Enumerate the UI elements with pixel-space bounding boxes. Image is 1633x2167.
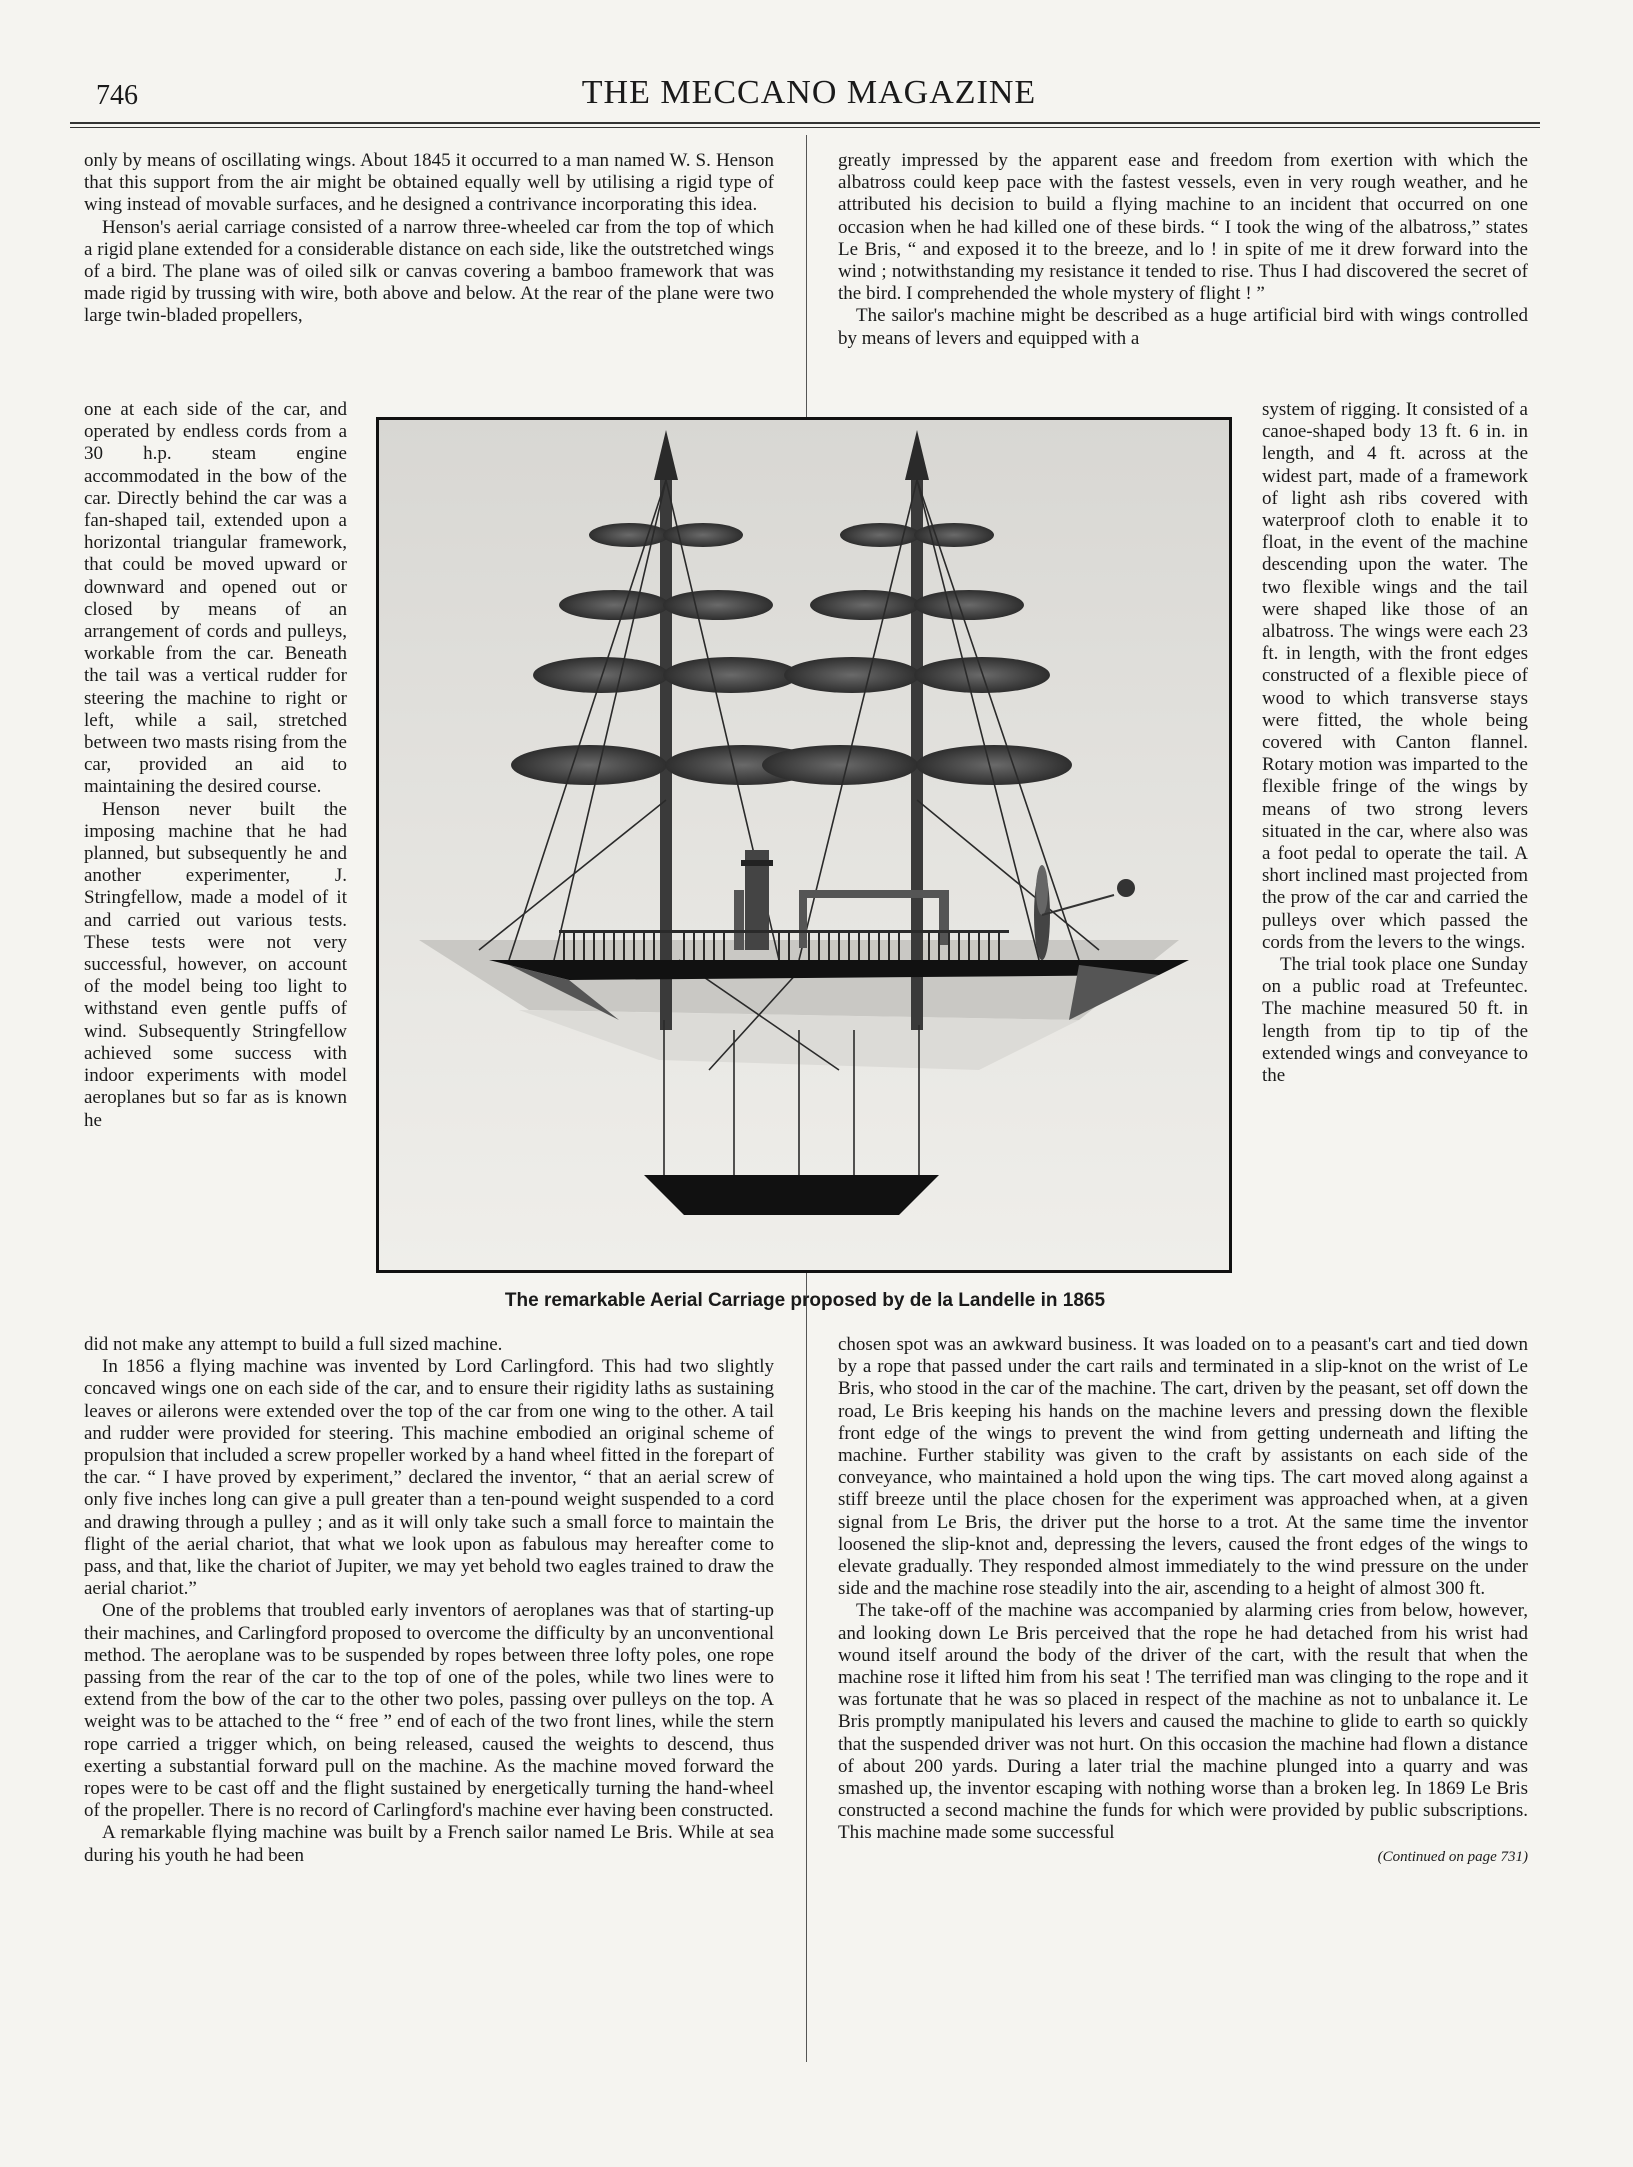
continued-note-text: (Continued on page 731) [1377, 1848, 1528, 1865]
page-header [88, 70, 1530, 120]
paragraph: only by means of oscillating wings. About 1845 it occurred to a man named W. S. Henson that this support from the air might be obtained equally well by utilising a rigid type of wing instead of movable surfaces, and he designed a contrivance incorporating this idea. [84, 150, 774, 216]
paragraph: system of rigging. It consisted of a canoe-shaped body 13 ft. 6 in. in length, and 4 ft. across at the widest part, made of a framework of light ash ribs covered with waterproof cloth to enable it to float, in the event of the machine descending upon the water. The two flexible wings and the tail were shaped like those of an albatross. The wings were each 23 ft. in length, with the front edges constructed of a flexible piece of wood to which transverse stays were fitted, the whole being covered with Canton flannel. Rotary motion was imparted to the flexible fringe of the wings by means of two strong levers situated in the car, where also was a foot pedal to operate the tail. A short inclined mast projected from the prow of the car and carried the pulleys over which passed the cords from the levers to the wings. [1262, 399, 1528, 953]
left-column-top [84, 150, 774, 420]
paragraph: chosen spot was an awkward business. It was loaded on to a peasant's cart and tied down by a rope that passed under the cart rails and terminated in a slip-knot on the wrist of Le Bris, who stood in the car of the machine. The cart, driven by the peasant, set off down the road, Le Bris keeping his hands on the machine levers and pressing down the flexible front edge of the wings to prevent the wind from getting underneath and lifting the machine. Further stability was given to the craft by assistants on each side of the conveyance, who maintained a hold upon the wing tips. The cart moved along against a stiff breeze until the place chosen for the experiment was approached when, at a given signal from Le Bris, the driver put the horse to a trot. At the same time the inventor loosened the slip-knot and, depressing the levers, caused the front edges of the wings to elevate gradually. They responded almost immediately to the wind pressure on the under side and the machine rose steadily into the air, ascending to a height of almost 300 ft. [838, 1334, 1528, 1600]
paragraph: The take-off of the machine was accompanied by alarming cries from below, however, and looking down Le Bris perceived that the rope he had detached from his wrist had wound itself around the body of the driver of the cart, with the result that when the machine rose it lifted him from his seat ! The terrified man was clinging to the rope and it was fortunate that he was so placed in respect of the machine as not to unbalance it. Le Bris promptly manipulated his levers and caused the machine to glide to earth so quickly that the suspended driver was not hurt. On this occasion the machine had flown a distance of about 200 yards. During a later trial the machine plunged into a quarry and was smashed up, the inventor escaping with nothing worse than a broken leg. In 1869 Le Bris constructed a second machine the funds for which were provided by public subscriptions. This machine made some successful [838, 1600, 1528, 1844]
left-column-narrow [84, 399, 347, 1333]
continued-note [838, 1845, 1528, 1868]
paragraph: Henson never built the imposing machine that he had planned, but subsequently he and another experimenter, J. Stringfellow, made a model of it and carried out various tests. These tests were not very successful, however, on account of the model being too light to withstand even gentle puffs of wind. Subsequently Stringfellow achieved some success with indoor experiments with model aeroplanes but so far as is known he [84, 798, 347, 1131]
right-column-bottom [838, 1334, 1528, 2074]
right-column-narrow [1262, 399, 1528, 1333]
paragraph: In 1856 a flying machine was invented by Lord Carlingford. This had two slightly concaved wings one on each side of the car, and to ensure their rigidity laths as sustaining leaves or ailerons were extended over the top of the car from one wing to the other. A tail and rudder were provided for steering. This machine embodied an original scheme of propulsion that included a screw propeller worked by a hand wheel fitted in the forepart of the car. “ I have proved by experiment,” declared the inventor, “ that an aerial screw of only five inches long can give a pull greater than a ten-pound weight suspended to a cord and drawing through a pulley ; and as it will only take such a small force to maintain the flight of the aerial chariot, that what we look upon as fabulous may hereafter come to pass, and that, like the chariot of Jupiter, we may yet behold two eagles trained to draw the aerial chariot.” [84, 1356, 774, 1600]
left-column-bottom [84, 1334, 774, 2074]
paragraph: The trial took place one Sunday on a public road at Trefeuntec. The machine measured 50 ft. in length from tip to tip of the extended wings and conveyance to the [1262, 954, 1528, 1087]
paragraph: Henson's aerial carriage consisted of a narrow three-wheeled car from the top of which a rigid plane extended for a considerable distance on each side, like the outstretched wings of a bird. The plane was of oiled silk or canvas covering a bamboo framework that was made rigid by trussing with wire, both above and below. At the rear of the plane were two large twin-bladed propellers, [84, 216, 774, 327]
header-rule [70, 122, 1540, 128]
aerial-carriage-drawing [379, 420, 1229, 1270]
page-number: 746 [96, 80, 138, 111]
paragraph: greatly impressed by the apparent ease and freedom from exertion with which the albatross could keep pace with the fastest vessels, even in very rough weather, and he attributed his decision to build a flying machine to an incident that occurred on one occasion when he had killed one of these birds. “ I took the wing of the albatross,” states Le Bris, “ and exposed it to the breeze, and lo ! in spite of me it drew forward into the wind ; notwithstanding my resistance it tended to rise. Thus I had discovered the secret of the bird. I comprehended the whole mystery of flight ! ” [838, 150, 1528, 305]
column-divider-bottom [806, 1330, 807, 2062]
paragraph: one at each side of the car, and operated by endless cords from a 30 h.p. steam engine accommodated in the bow of the car. Directly behind the car was a fan-shaped tail, extended upon a horizontal triangular framework, that could be moved upward or downward and opened out or closed by means of an arrangement of cords and pulleys, workable from the car. Beneath the tail was a vertical rudder for steering the machine to right or left, while a sail, stretched between two masts rising from the car, provided an aid to maintaining the desired course. [84, 399, 347, 798]
figure-caption: The remarkable Aerial Carriage proposed by de la Landelle in 1865 [504, 1290, 1106, 1311]
magazine-title: THE MECCANO MAGAZINE [581, 74, 1037, 111]
paragraph: The sailor's machine might be described as a huge artificial bird with wings controlled by means of levers and equipped with a [838, 305, 1528, 349]
right-column-top [838, 150, 1528, 398]
aerial-carriage-illustration [376, 417, 1232, 1273]
paragraph: A remarkable flying machine was built by a French sailor named Le Bris. While at sea during his youth he had been [84, 1822, 774, 1866]
paragraph: did not make any attempt to build a full sized machine. [84, 1334, 503, 1355]
paragraph: One of the problems that troubled early inventors of aeroplanes was that of starting-up their machines, and Carlingford proposed to overcome the difficulty by an unconventional method. The aeroplane was to be suspended by ropes between three lofty poles, one rope passing from the rear of the car to the top of one of the poles, while two lines were to extend from the bow of the car to the other two poles, passing over pulleys on the top. A weight was to be attached to the “ free ” end of each of the two front lines, while the stern rope carried a trigger which, on being released, caused the weights to descend, thus exerting a substantial forward pull on the machine. As the machine moved forward the ropes were to be cast off and the flight sustained by energetically turning the hand-wheel of the propeller. There is no record of Carlingford's machine ever having been constructed. [84, 1600, 774, 1822]
